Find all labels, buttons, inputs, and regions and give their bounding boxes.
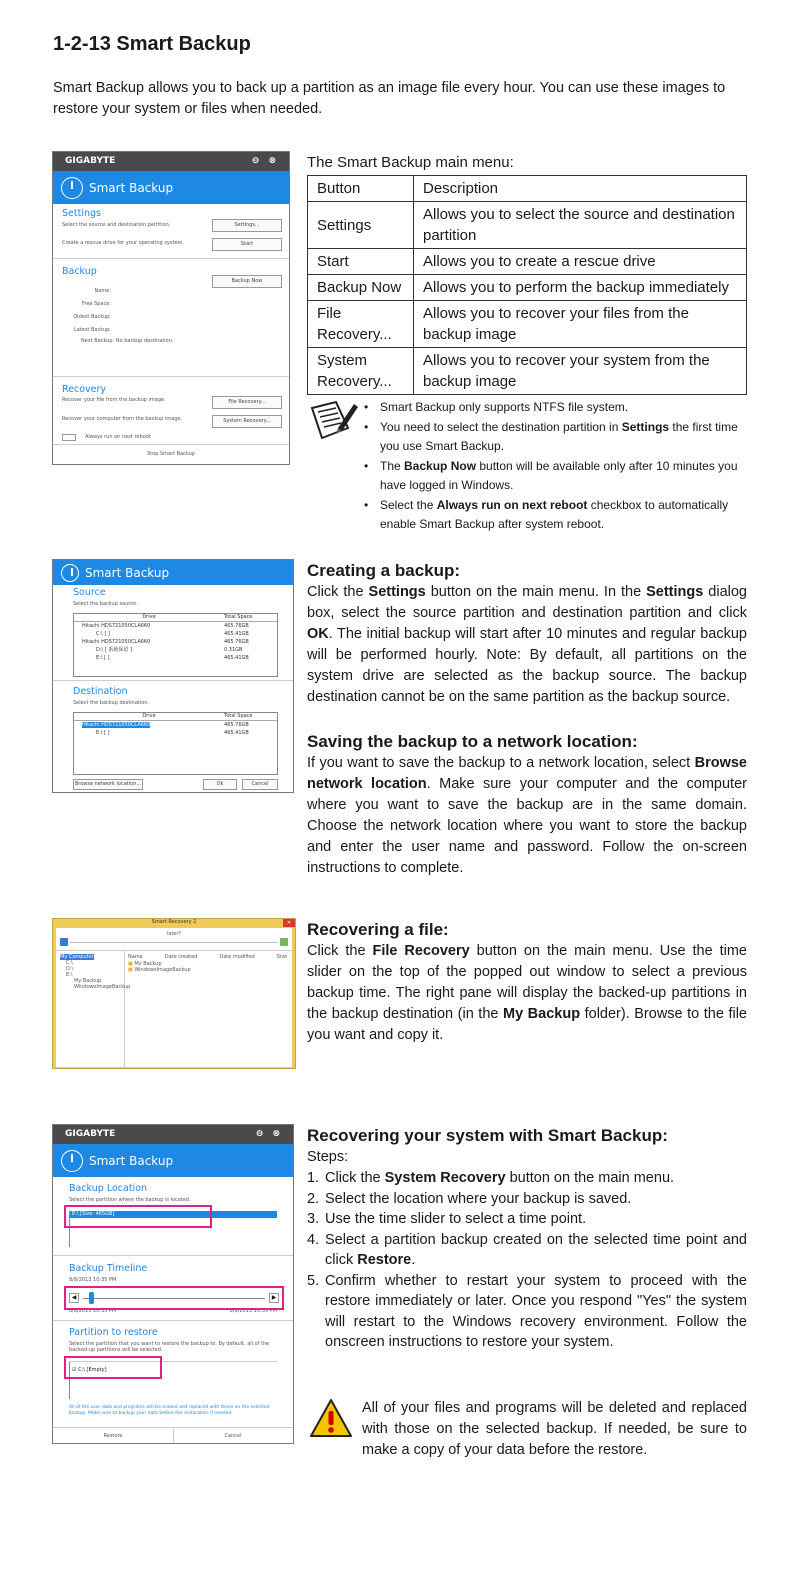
settings-desc: Select the source and destination partition. <box>62 222 171 228</box>
drive-size: 465.76GB <box>224 623 249 629</box>
tree-item[interactable]: My Backup <box>74 978 102 984</box>
system-recovery-window <box>52 1124 294 1444</box>
drive-size: 0.31GB <box>224 647 243 653</box>
tree-item[interactable]: WindowsImageBackup <box>74 984 131 990</box>
always-run-label: Always run on next reboot <box>85 434 151 440</box>
slider-left-arrow-icon[interactable]: ◀ <box>69 1293 79 1303</box>
smart-backup-main-window <box>52 151 290 465</box>
col-size[interactable]: Size <box>276 954 288 960</box>
cancel-button[interactable]: Cancel <box>224 1433 242 1439</box>
recover-file-heading: Recovering a file: <box>307 920 449 939</box>
steps-list <box>307 1168 747 1353</box>
file-recovery-button[interactable]: File Recovery... <box>212 396 282 409</box>
window-titlebar <box>53 1125 293 1144</box>
backup-heading: Backup <box>62 266 97 277</box>
drive-name: E:\ [ ] <box>96 730 110 736</box>
window-controls-icon[interactable]: ⊖ ⊗ <box>251 156 279 166</box>
next-backup-row <box>81 338 174 344</box>
destination-table <box>73 712 278 775</box>
col-drive: Drive <box>142 713 156 719</box>
recover-system-heading: Recovering your system with Smart Backup: <box>307 1126 668 1145</box>
col-drive: Drive <box>142 614 156 620</box>
drive-name: E:\ [ ] <box>96 655 110 661</box>
network-paragraph: If you want to save the backup to a network location, select Browse network location. Make sure your computer and the computer where you want to save the backup are in the same domain. Choose the network location where you want to store the backup and enter the user name and password. Follow the on-screen instructions to complete. <box>307 755 747 876</box>
table-row <box>308 275 747 301</box>
list-item: 2. Select the location where your backup is saved. <box>307 1190 632 1207</box>
drive-size: 465.41GB <box>224 730 249 736</box>
tree-item[interactable]: E:\ <box>66 972 73 978</box>
list-item[interactable]: ■ WindowsImageBackup <box>128 967 191 973</box>
backup-now-button[interactable]: Backup Now <box>212 275 282 288</box>
divider <box>53 444 289 445</box>
source-hint: Select the backup source. <box>73 601 138 607</box>
divider <box>53 1255 293 1256</box>
notes-list <box>362 398 747 535</box>
drive-name: Hitachi HDS721050CLA660 <box>82 623 151 629</box>
drive-name: C:\ [ ] <box>96 631 110 637</box>
table-header-row <box>308 176 747 202</box>
dialog-header <box>53 560 293 585</box>
note-text: checkbox to automatically enable Smart Backup after system reboot. <box>380 497 729 531</box>
app-header <box>53 171 289 204</box>
backup-timeline-heading: Backup Timeline <box>69 1263 148 1274</box>
folder-icon: ■ <box>128 967 133 973</box>
table-row <box>308 202 747 249</box>
row-button: File Recovery... <box>308 301 414 348</box>
table-row[interactable] <box>74 638 277 646</box>
restore-button[interactable]: Restore <box>103 1433 123 1439</box>
list-item <box>362 457 747 496</box>
table-row[interactable] <box>74 729 277 737</box>
row-description: Allows you to perform the backup immediately <box>414 275 747 301</box>
folder-tree <box>60 954 130 990</box>
highlight-timeline <box>64 1286 284 1310</box>
table-row[interactable] <box>74 654 277 662</box>
row-button: Settings <box>308 202 414 249</box>
network-heading: Saving the backup to a network location: <box>307 732 638 751</box>
row-description: Allows you to select the source and destination partition <box>414 202 747 249</box>
note-text: Select the <box>380 497 437 512</box>
destination-heading: Destination <box>73 686 128 697</box>
folder-icon: ■ <box>128 961 133 967</box>
main-menu-table <box>307 175 747 395</box>
recovery-titlebar <box>53 919 295 928</box>
header-button: Button <box>308 176 414 202</box>
slider-left-arrow-icon[interactable] <box>60 938 68 946</box>
table-row <box>308 301 747 348</box>
slider-right-arrow-icon[interactable]: ▶ <box>269 1293 279 1303</box>
list-item <box>362 398 747 418</box>
next-backup-value: No backup destination. <box>115 338 174 344</box>
row-description: Allows you to recover your system from the backup image <box>414 348 747 395</box>
time-slider[interactable] <box>70 942 278 943</box>
divider <box>53 1320 293 1321</box>
note-bold: Backup Now <box>404 458 477 473</box>
divider <box>53 258 289 259</box>
cancel-button[interactable]: Cancel <box>242 779 278 790</box>
network-section <box>307 731 747 879</box>
app-name: Smart Backup <box>89 180 174 195</box>
timeline-start: 8/8/2013 10:35 PM <box>69 1308 117 1314</box>
system-recovery-desc: Recover your computer from the backup image. <box>62 416 183 422</box>
row-description: Allows you to create a rescue drive <box>414 249 747 275</box>
start-button[interactable]: Start <box>212 238 282 251</box>
note-pencil-icon <box>308 398 358 444</box>
row-button: System Recovery... <box>308 348 414 395</box>
clock-icon <box>61 564 79 582</box>
browse-network-button[interactable]: Browse network location... <box>73 779 143 790</box>
recovery-desc: Recover your file from the backup image. <box>62 397 166 403</box>
file-list-header <box>128 954 287 960</box>
recover-system-section <box>307 1125 747 1168</box>
table-row[interactable] <box>74 630 277 638</box>
app-header <box>53 1144 293 1177</box>
clock-icon <box>61 177 83 199</box>
destination-hint: Select the backup destination. <box>73 700 150 706</box>
next-backup-label: Next Backup: <box>81 338 115 344</box>
window-controls-icon[interactable]: ⊖ ⊗ <box>255 1129 283 1139</box>
settings-button[interactable]: Settings... <box>212 219 282 232</box>
clock-icon <box>61 1150 83 1172</box>
field-free-label: Free Space: <box>81 301 111 307</box>
note-text: Smart Backup only supports NTFS file system. <box>380 400 629 414</box>
section-title: 1-2-13 Smart Backup <box>53 33 251 55</box>
brand-logo: GIGABYTE <box>65 1129 116 1139</box>
note-text: button will be available only after 10 minutes you have logged in Windows. <box>380 458 738 492</box>
app-name: Smart Backup <box>85 565 170 580</box>
drive-size: 465.76GB <box>224 639 249 645</box>
location-item[interactable]: E:\ [Size: 465GB] <box>70 1211 277 1218</box>
col-date-created[interactable]: Date created <box>164 954 198 960</box>
rescue-desc: Create a rescue drive for your operating system. <box>62 240 184 246</box>
row-description: Allows you to recover your files from the backup image <box>414 301 747 348</box>
col-total-space: Total Space <box>224 614 253 620</box>
list-item: 3. Use the time slider to select a time point. <box>307 1211 587 1227</box>
creating-backup-section <box>307 560 747 708</box>
note-text: The <box>380 458 405 473</box>
list-item <box>362 418 747 457</box>
backup-location-hint: Select the partition where the backup is located. <box>69 1197 191 1203</box>
drive-name: D:\ [ 系統保留 ] <box>96 647 132 653</box>
row-button: Start <box>308 249 414 275</box>
app-name: Smart Backup <box>89 1153 174 1168</box>
tree-item[interactable]: My Computer <box>60 954 94 960</box>
slider-right-arrow-icon[interactable] <box>280 938 288 946</box>
intro-paragraph: Smart Backup allows you to back up a partition as an image file every hour. You can use these images to restore your system or files when needed. <box>53 80 726 117</box>
drive-name: Hitachi HDS721050CLA660 <box>82 639 151 645</box>
drive-size: 465.41GB <box>224 655 249 661</box>
restore-warning: All of the user data and programs will be erased and replaced with those on the selected backup. Make sure to backup your data before the restoration if needed. <box>69 1405 270 1416</box>
table-row <box>308 348 747 395</box>
stop-smart-backup-button[interactable]: Stop Smart Backup <box>147 451 195 457</box>
note-bold: Settings <box>621 419 670 434</box>
note-text: the first time you use Smart Backup. <box>380 419 738 453</box>
drive-size: 465.41GB <box>224 631 249 637</box>
always-run-checkbox[interactable] <box>62 434 76 441</box>
recovery-heading: Recovery <box>62 384 107 395</box>
col-name[interactable]: Name <box>128 954 143 960</box>
list-item[interactable]: ■ My Backup <box>128 961 162 967</box>
table-row[interactable] <box>74 646 277 654</box>
time-label: later? <box>166 931 182 937</box>
list-item: 4. Select a partition backup created on the selected time point and click Restore. <box>307 1231 747 1268</box>
timeline-end: 8/8/2013 10:35 PM <box>229 1308 277 1314</box>
recover-file-section <box>307 919 747 1046</box>
list-item: 1. Click the System Recovery button on the main menu. <box>307 1170 675 1186</box>
table-row[interactable] <box>74 721 277 729</box>
tree-item[interactable]: D:\ <box>66 966 74 972</box>
window-titlebar <box>53 152 289 171</box>
col-total-space: Total Space <box>224 713 253 719</box>
note-bold: Always run on next reboot <box>436 497 588 512</box>
creating-paragraph: Click the Settings button on the main menu. In the Settings dialog box, select the source partition and destination partition and click OK. The initial backup will start after 10 minutes and regular backup will be performed hourly. Note: By default, all partitions on the system drive are selected as the backup source. The backup destination cannot be on the same partition as the backup source. <box>307 584 747 705</box>
recovery-window-title: Smart Recovery 2 <box>151 919 197 925</box>
partition-item[interactable]: ☑ C:\ [Empty] <box>72 1367 107 1373</box>
steps-label: Steps: <box>307 1149 349 1165</box>
source-table <box>73 613 278 677</box>
note-text: You need to select the destination partition in <box>380 419 622 434</box>
recover-file-paragraph: Click the File Recovery button on the main menu. Use the time slider on the top of the popped out window to select a previous backup time. The right pane will display the backed-up partitions in the backup destination (in the My Backup folder). Browse to the file you want and copy it. <box>307 943 747 1043</box>
divider <box>53 376 289 377</box>
system-recovery-button[interactable]: System Recovery... <box>212 415 282 428</box>
field-name-label: Name: <box>94 288 111 294</box>
table-row <box>308 249 747 275</box>
timeline-value: 8/8/2013 10:35 PM <box>69 1277 117 1283</box>
field-oldest-label: Oldest Backup: <box>73 314 111 320</box>
drive-name-selected: Hitachi HDS721050CLA660 <box>82 722 151 728</box>
header-description: Description <box>414 176 747 202</box>
col-date-modified[interactable]: Date modified <box>219 954 255 960</box>
backup-fields <box>73 285 111 337</box>
partition-heading: Partition to restore <box>69 1327 158 1338</box>
warning-note: All of your files and programs will be deleted and replaced with those on the selected backup. If needed, be sure to make a copy of your data before the restore. <box>362 1400 747 1458</box>
list-item: 5. Confirm whether to restart your system to proceed with the restore immediately or later. Once you respond "Yes" the system will restart to the Windows recovery environment. Follow the onscreen instructions to restore your system. <box>307 1272 747 1350</box>
tree-item[interactable]: C:\ <box>66 960 73 966</box>
row-button: Backup Now <box>308 275 414 301</box>
field-latest-label: Latest Backup: <box>73 327 111 333</box>
settings-heading: Settings <box>62 208 101 219</box>
smart-recovery-window <box>52 918 296 1069</box>
main-menu-caption: The Smart Backup main menu: <box>307 154 514 171</box>
warning-icon <box>309 1398 353 1438</box>
drive-size: 465.76GB <box>224 722 249 728</box>
close-icon[interactable]: ✕ <box>283 919 295 927</box>
highlight-partition <box>64 1356 162 1379</box>
partition-hint: Select the partition that you want to restore the backup to. By default, all of the backed-up partitions will be selected. <box>69 1341 270 1353</box>
creating-heading: Creating a backup: <box>307 561 461 580</box>
backup-location-heading: Backup Location <box>69 1183 148 1194</box>
source-heading: Source <box>73 587 106 598</box>
list-item <box>362 496 747 535</box>
brand-logo: GIGABYTE <box>65 156 116 166</box>
file-list <box>128 961 191 973</box>
ok-button[interactable]: Ok <box>203 779 237 790</box>
divider <box>53 680 293 681</box>
highlight-location <box>64 1205 212 1228</box>
table-row[interactable] <box>74 622 277 630</box>
settings-dialog-window <box>52 559 294 793</box>
